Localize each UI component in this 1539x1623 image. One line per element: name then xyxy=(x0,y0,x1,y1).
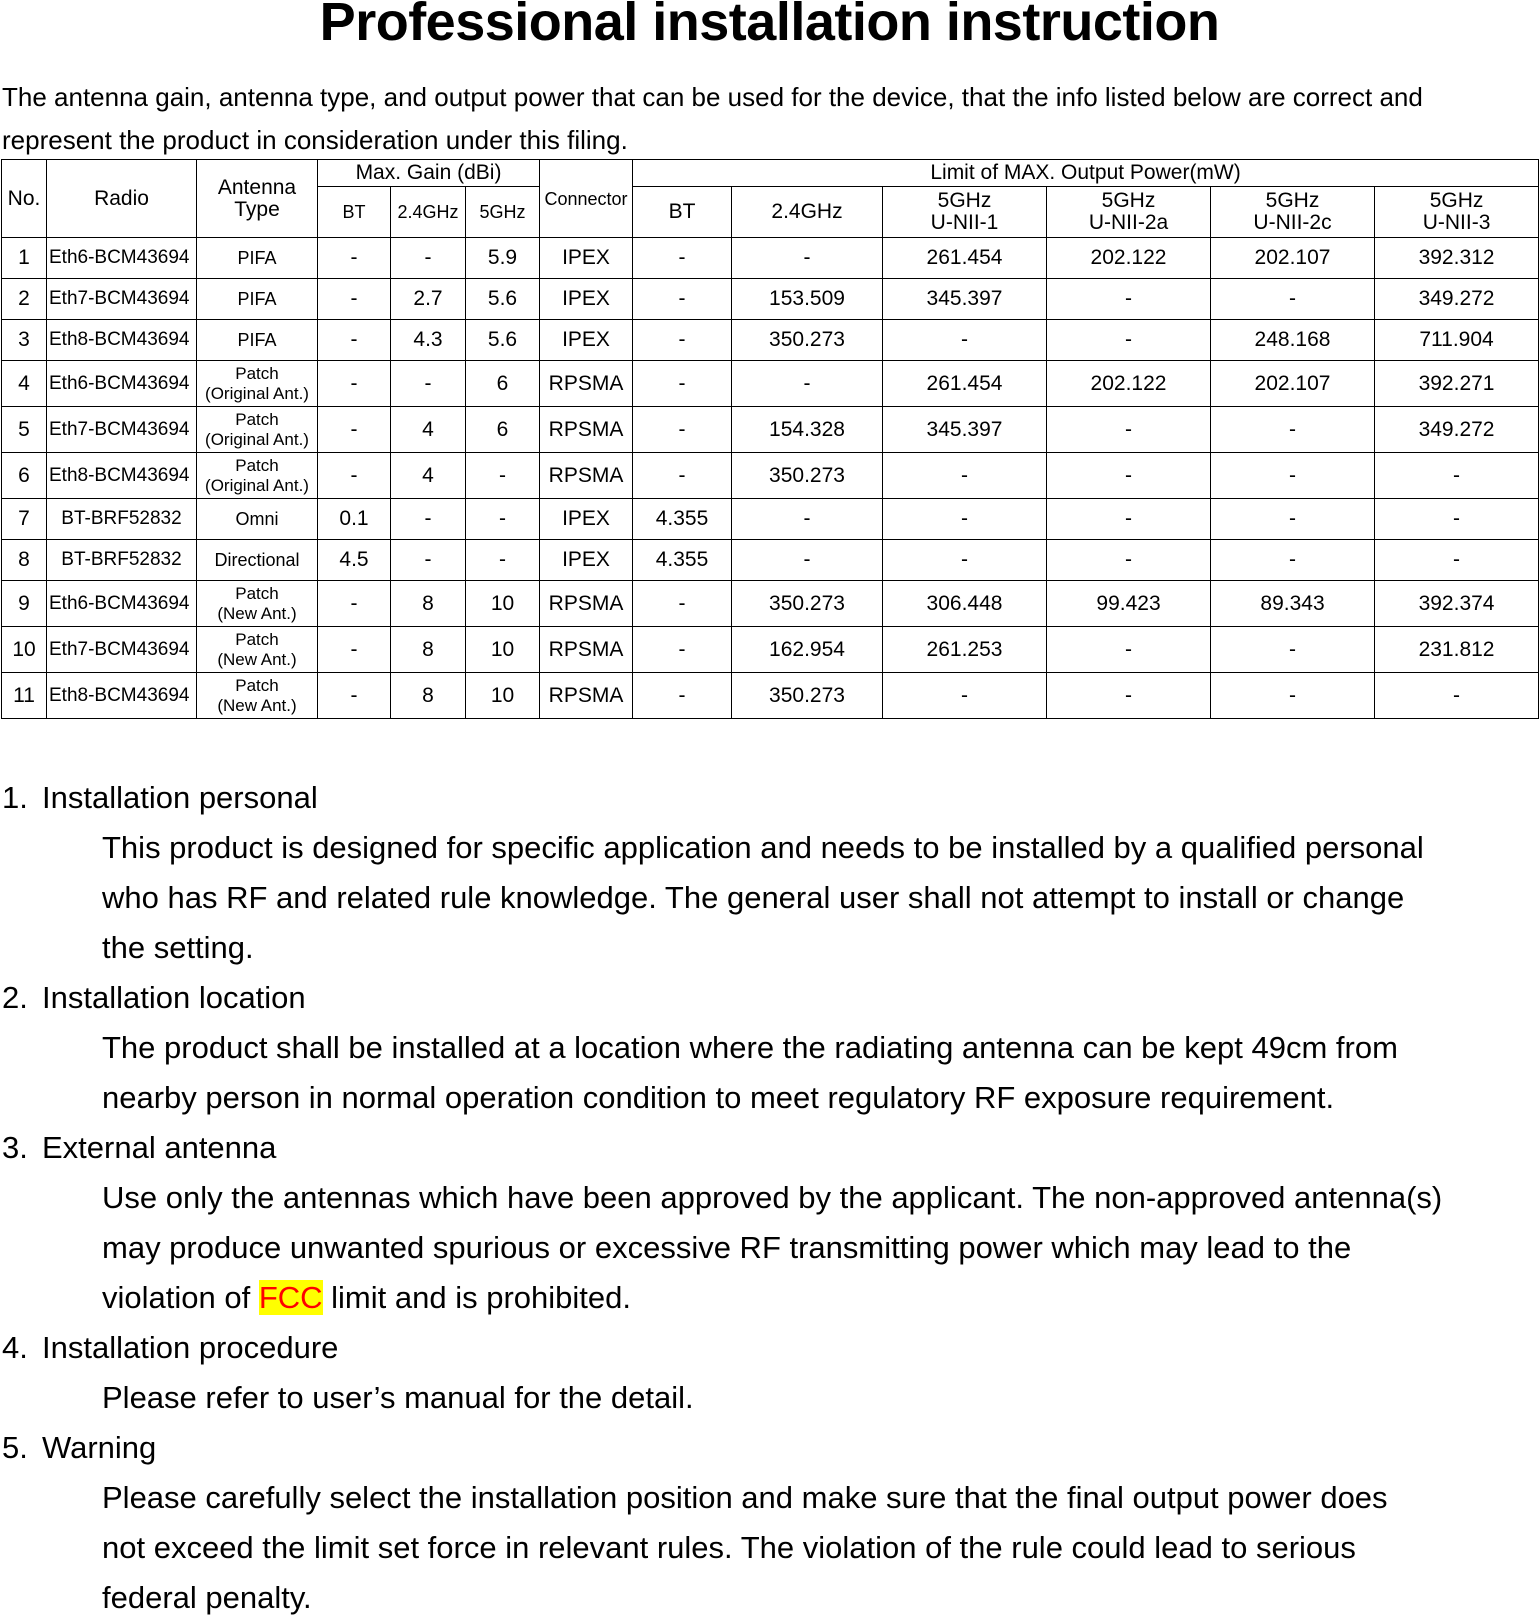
cell-out-unii2c: - xyxy=(1211,627,1375,673)
cell-out-unii2a: 202.122 xyxy=(1047,361,1211,407)
cell-out-unii2c: - xyxy=(1211,453,1375,499)
section-line: who has RF and related rule knowledge. The general user shall not attempt to install or change xyxy=(102,880,1405,915)
cell-out-unii2c: - xyxy=(1211,673,1375,719)
cell-gain-5ghz: 10 xyxy=(466,673,540,719)
cell-gain-bt: - xyxy=(318,673,391,719)
cell-connector: RPSMA xyxy=(540,627,633,673)
section-line: violation of FCC limit and is prohibited. xyxy=(102,1280,631,1315)
cell-gain-5ghz: 6 xyxy=(466,407,540,453)
cell-radio: Eth7-BCM43694 xyxy=(47,627,197,673)
cell-gain-24ghz: 8 xyxy=(391,627,466,673)
cell-gain-24ghz: 8 xyxy=(391,581,466,627)
cell-antenna-type: Patch (New Ant.) xyxy=(197,673,318,719)
header-no: No. xyxy=(2,160,47,238)
cell-out-unii1: - xyxy=(883,453,1047,499)
section-number: 4. xyxy=(2,1330,28,1365)
cell-out-unii3: 349.272 xyxy=(1375,279,1539,320)
header-connector: Connector xyxy=(540,160,633,238)
section-body xyxy=(2,1473,1537,1623)
cell-out-unii2a: - xyxy=(1047,499,1211,540)
cell-gain-24ghz: - xyxy=(391,361,466,407)
cell-out-unii2a: - xyxy=(1047,453,1211,499)
table-row xyxy=(2,499,1539,540)
cell-out-bt: 4.355 xyxy=(633,499,732,540)
cell-gain-24ghz: 4 xyxy=(391,407,466,453)
cell-gain-5ghz: 6 xyxy=(466,361,540,407)
cell-out-24ghz: 162.954 xyxy=(732,627,883,673)
cell-out-unii2a: - xyxy=(1047,540,1211,581)
section-body xyxy=(2,823,1537,973)
cell-gain-5ghz: 5.9 xyxy=(466,238,540,279)
cell-out-bt: 4.355 xyxy=(633,540,732,581)
section-line: Please carefully select the installation position and make sure that the final output power does xyxy=(102,1480,1388,1515)
cell-out-unii2c: 202.107 xyxy=(1211,238,1375,279)
cell-out-unii2a: - xyxy=(1047,673,1211,719)
header-gain-5ghz: 5GHz xyxy=(466,187,540,238)
cell-out-bt: - xyxy=(633,320,732,361)
cell-gain-bt: - xyxy=(318,581,391,627)
cell-out-unii2c: 202.107 xyxy=(1211,361,1375,407)
section-number: 5. xyxy=(2,1430,28,1465)
cell-out-unii1: - xyxy=(883,673,1047,719)
cell-gain-bt: 0.1 xyxy=(318,499,391,540)
section-number: 3. xyxy=(2,1130,28,1165)
cell-antenna-type: Patch (Original Ant.) xyxy=(197,407,318,453)
cell-out-unii2c: - xyxy=(1211,407,1375,453)
cell-no: 4 xyxy=(2,361,47,407)
cell-out-24ghz: - xyxy=(732,361,883,407)
cell-radio: Eth8-BCM43694 xyxy=(47,453,197,499)
cell-gain-5ghz: 5.6 xyxy=(466,279,540,320)
cell-no: 3 xyxy=(2,320,47,361)
section-line: federal penalty. xyxy=(102,1580,312,1615)
cell-connector: IPEX xyxy=(540,320,633,361)
section-body xyxy=(2,1373,1537,1423)
section-line: the setting. xyxy=(102,930,254,965)
cell-out-unii1: 261.454 xyxy=(883,238,1047,279)
cell-out-24ghz: 153.509 xyxy=(732,279,883,320)
cell-radio: BT-BRF52832 xyxy=(47,540,197,581)
cell-radio: Eth8-BCM43694 xyxy=(47,673,197,719)
cell-gain-24ghz: - xyxy=(391,238,466,279)
cell-out-unii2a: - xyxy=(1047,279,1211,320)
cell-radio: Eth6-BCM43694 xyxy=(47,238,197,279)
cell-antenna-type: PIFA xyxy=(197,320,318,361)
cell-gain-bt: 4.5 xyxy=(318,540,391,581)
section-title: External antenna xyxy=(42,1130,277,1165)
section-number: 2. xyxy=(2,980,28,1015)
table-row xyxy=(2,627,1539,673)
cell-connector: RPSMA xyxy=(540,453,633,499)
table-row xyxy=(2,279,1539,320)
cell-out-unii1: 345.397 xyxy=(883,407,1047,453)
section-line: The product shall be installed at a location where the radiating antenna can be kept 49cm from xyxy=(102,1030,1398,1065)
cell-out-unii1: - xyxy=(883,540,1047,581)
cell-out-unii2a: 202.122 xyxy=(1047,238,1211,279)
header-radio: Radio xyxy=(47,160,197,238)
cell-radio: Eth7-BCM43694 xyxy=(47,407,197,453)
cell-out-24ghz: - xyxy=(732,540,883,581)
cell-out-unii1: 306.448 xyxy=(883,581,1047,627)
cell-out-bt: - xyxy=(633,627,732,673)
cell-gain-bt: - xyxy=(318,320,391,361)
cell-antenna-type: PIFA xyxy=(197,279,318,320)
header-gain-bt: BT xyxy=(318,187,391,238)
section-heading xyxy=(2,773,1537,823)
cell-out-unii3: 349.272 xyxy=(1375,407,1539,453)
cell-out-24ghz: 154.328 xyxy=(732,407,883,453)
header-limit-output: Limit of MAX. Output Power(mW) xyxy=(633,160,1539,187)
cell-out-unii3: 231.812 xyxy=(1375,627,1539,673)
section-body xyxy=(2,1173,1537,1323)
cell-out-unii3: - xyxy=(1375,540,1539,581)
cell-no: 6 xyxy=(2,453,47,499)
cell-radio: Eth6-BCM43694 xyxy=(47,361,197,407)
cell-gain-5ghz: 10 xyxy=(466,627,540,673)
cell-antenna-type: Patch (New Ant.) xyxy=(197,581,318,627)
header-out-24ghz: 2.4GHz xyxy=(732,187,883,238)
cell-radio: Eth6-BCM43694 xyxy=(47,581,197,627)
section-title: Installation procedure xyxy=(42,1330,339,1365)
cell-connector: RPSMA xyxy=(540,361,633,407)
cell-out-unii2c: 248.168 xyxy=(1211,320,1375,361)
cell-out-24ghz: 350.273 xyxy=(732,320,883,361)
cell-antenna-type: Patch (Original Ant.) xyxy=(197,361,318,407)
section-line: Use only the antennas which have been approved by the applicant. The non-approved antenna(s) xyxy=(102,1180,1443,1215)
cell-connector: IPEX xyxy=(540,540,633,581)
intro-paragraph: The antenna gain, antenna type, and output power that can be used for the device, that the info listed below are correct and represent the product in consideration under this filing. xyxy=(2,82,1423,155)
section-heading xyxy=(2,1423,1537,1473)
cell-out-unii2a: - xyxy=(1047,407,1211,453)
section-number: 1. xyxy=(2,780,28,815)
cell-gain-24ghz: 2.7 xyxy=(391,279,466,320)
cell-out-24ghz: 350.273 xyxy=(732,581,883,627)
cell-antenna-type: Patch (Original Ant.) xyxy=(197,453,318,499)
page-title: Professional installation instruction xyxy=(319,0,1220,52)
cell-out-unii3: 711.904 xyxy=(1375,320,1539,361)
table-row xyxy=(2,673,1539,719)
table-row xyxy=(2,320,1539,361)
cell-no: 1 xyxy=(2,238,47,279)
cell-gain-24ghz: 4.3 xyxy=(391,320,466,361)
cell-no: 10 xyxy=(2,627,47,673)
cell-out-unii3: - xyxy=(1375,499,1539,540)
cell-gain-5ghz: - xyxy=(466,453,540,499)
cell-gain-bt: - xyxy=(318,279,391,320)
cell-out-unii3: - xyxy=(1375,673,1539,719)
cell-gain-bt: - xyxy=(318,453,391,499)
cell-out-unii3: 392.271 xyxy=(1375,361,1539,407)
section-heading xyxy=(2,1323,1537,1373)
table-row xyxy=(2,238,1539,279)
header-out-unii2a: 5GHz U-NII-2a xyxy=(1047,187,1211,238)
cell-out-24ghz: - xyxy=(732,238,883,279)
cell-gain-24ghz: 8 xyxy=(391,673,466,719)
fcc-highlight: FCC xyxy=(258,1280,323,1315)
cell-connector: RPSMA xyxy=(540,673,633,719)
cell-gain-5ghz: 10 xyxy=(466,581,540,627)
cell-out-unii2c: - xyxy=(1211,499,1375,540)
cell-antenna-type: Omni xyxy=(197,499,318,540)
header-out-unii1: 5GHz U-NII-1 xyxy=(883,187,1047,238)
section-line: not exceed the limit set force in relevant rules. The violation of the rule could lead to serious xyxy=(102,1530,1356,1565)
section-line: nearby person in normal operation condition to meet regulatory RF exposure requirement. xyxy=(102,1080,1335,1115)
cell-gain-bt: - xyxy=(318,238,391,279)
cell-out-24ghz: 350.273 xyxy=(732,453,883,499)
antenna-spec-table xyxy=(1,159,1539,719)
header-out-bt: BT xyxy=(633,187,732,238)
cell-connector: IPEX xyxy=(540,279,633,320)
cell-out-bt: - xyxy=(633,581,732,627)
section-line: may produce unwanted spurious or excessive RF transmitting power which may lead to the xyxy=(102,1230,1352,1265)
cell-out-24ghz: 350.273 xyxy=(732,673,883,719)
cell-radio: Eth8-BCM43694 xyxy=(47,320,197,361)
cell-antenna-type: PIFA xyxy=(197,238,318,279)
cell-no: 2 xyxy=(2,279,47,320)
section-body xyxy=(2,1023,1537,1123)
cell-gain-24ghz: - xyxy=(391,499,466,540)
cell-gain-bt: - xyxy=(318,627,391,673)
cell-out-bt: - xyxy=(633,361,732,407)
cell-out-unii2c: 89.343 xyxy=(1211,581,1375,627)
cell-out-unii2a: - xyxy=(1047,627,1211,673)
cell-out-unii3: - xyxy=(1375,453,1539,499)
cell-connector: RPSMA xyxy=(540,407,633,453)
cell-connector: IPEX xyxy=(540,238,633,279)
cell-connector: IPEX xyxy=(540,499,633,540)
cell-out-unii2c: - xyxy=(1211,540,1375,581)
cell-out-unii1: 261.253 xyxy=(883,627,1047,673)
cell-gain-bt: - xyxy=(318,361,391,407)
table-row xyxy=(2,361,1539,407)
table-row xyxy=(2,540,1539,581)
cell-gain-24ghz: - xyxy=(391,540,466,581)
cell-antenna-type: Patch (New Ant.) xyxy=(197,627,318,673)
cell-out-unii2a: 99.423 xyxy=(1047,581,1211,627)
cell-out-unii1: - xyxy=(883,499,1047,540)
cell-out-unii2c: - xyxy=(1211,279,1375,320)
cell-no: 8 xyxy=(2,540,47,581)
section-heading xyxy=(2,973,1537,1023)
cell-out-unii1: 345.397 xyxy=(883,279,1047,320)
cell-connector: RPSMA xyxy=(540,581,633,627)
cell-gain-5ghz: - xyxy=(466,540,540,581)
cell-no: 9 xyxy=(2,581,47,627)
cell-out-unii3: 392.374 xyxy=(1375,581,1539,627)
section-title: Warning xyxy=(42,1430,157,1465)
header-max-gain: Max. Gain (dBi) xyxy=(318,160,540,187)
cell-antenna-type: Directional xyxy=(197,540,318,581)
cell-no: 7 xyxy=(2,499,47,540)
section-title: Installation personal xyxy=(42,780,318,815)
cell-out-unii2a: - xyxy=(1047,320,1211,361)
cell-gain-5ghz: 5.6 xyxy=(466,320,540,361)
header-gain-24ghz: 2.4GHz xyxy=(391,187,466,238)
cell-gain-bt: - xyxy=(318,407,391,453)
header-antenna-type: Antenna Type xyxy=(197,160,318,238)
cell-out-unii3: 392.312 xyxy=(1375,238,1539,279)
section-heading xyxy=(2,1123,1537,1173)
section-line: Please refer to user’s manual for the detail. xyxy=(102,1380,694,1415)
table-row xyxy=(2,581,1539,627)
instruction-sections xyxy=(2,773,1537,1623)
cell-out-bt: - xyxy=(633,279,732,320)
cell-radio: Eth7-BCM43694 xyxy=(47,279,197,320)
cell-out-24ghz: - xyxy=(732,499,883,540)
cell-out-bt: - xyxy=(633,453,732,499)
section-title: Installation location xyxy=(42,980,306,1015)
section-line: This product is designed for specific application and needs to be installed by a qualified personal xyxy=(102,830,1424,865)
cell-gain-5ghz: - xyxy=(466,499,540,540)
cell-out-unii1: - xyxy=(883,320,1047,361)
cell-out-bt: - xyxy=(633,673,732,719)
cell-radio: BT-BRF52832 xyxy=(47,499,197,540)
cell-no: 11 xyxy=(2,673,47,719)
table-row xyxy=(2,407,1539,453)
cell-out-unii1: 261.454 xyxy=(883,361,1047,407)
cell-gain-24ghz: 4 xyxy=(391,453,466,499)
cell-no: 5 xyxy=(2,407,47,453)
header-out-unii3: 5GHz U-NII-3 xyxy=(1375,187,1539,238)
cell-out-bt: - xyxy=(633,238,732,279)
table-row xyxy=(2,453,1539,499)
cell-out-bt: - xyxy=(633,407,732,453)
header-out-unii2c: 5GHz U-NII-2c xyxy=(1211,187,1375,238)
